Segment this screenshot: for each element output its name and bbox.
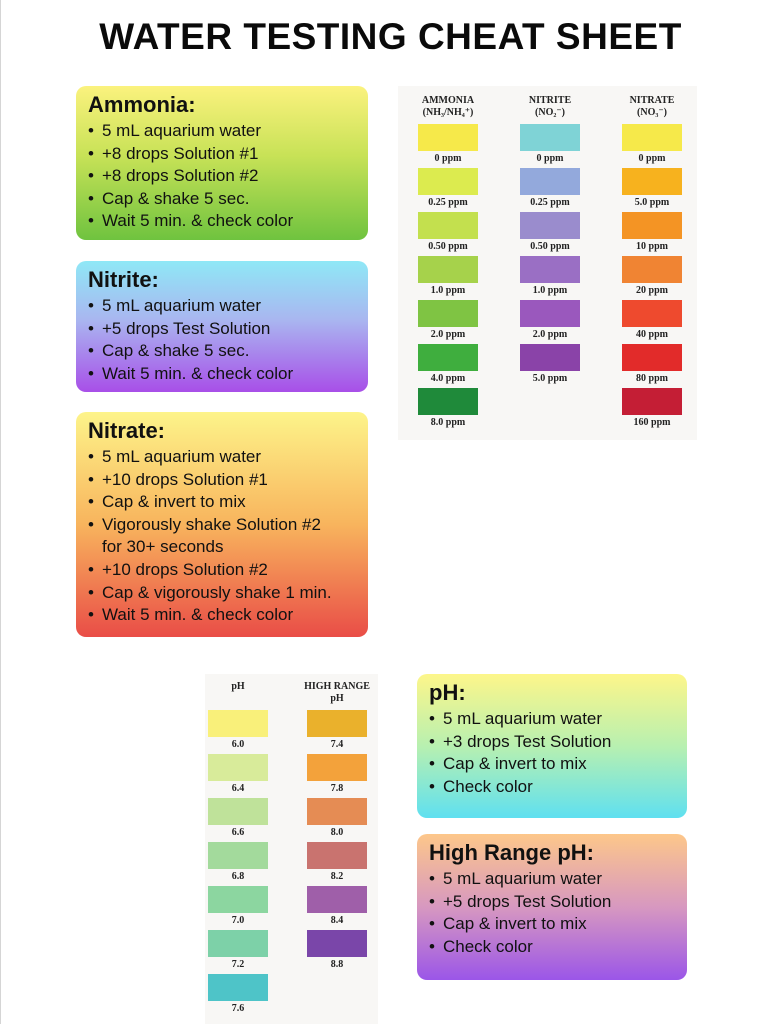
- step-item: • +3 drops Test Solution: [429, 731, 677, 754]
- high-range-ph-steps: [429, 868, 677, 958]
- nitrite-steps: [88, 295, 358, 385]
- nitrite-swatch-label: 0 ppm: [536, 153, 564, 164]
- ammonia-swatch-label: 0 ppm: [434, 153, 462, 164]
- ph-swatch-label: 7.2: [231, 959, 245, 970]
- nitrite-column-header: [510, 95, 590, 119]
- hrph-swatch-label: 8.4: [330, 915, 344, 926]
- step-item: • 5 mL aquarium water: [88, 120, 358, 143]
- ph-swatch: [208, 842, 268, 869]
- step-item: • 5 mL aquarium water: [88, 446, 358, 469]
- ph-swatch-label: 6.0: [231, 739, 245, 750]
- nitrate-swatch: [622, 212, 682, 239]
- nitrite-swatch: [520, 124, 580, 151]
- nitrite-swatch-label: 0.25 ppm: [530, 197, 570, 208]
- hrph-swatch-label: 8.8: [330, 959, 344, 970]
- nitrate-swatch: [622, 388, 682, 415]
- step-item: • Vigorously shake Solution #2: [88, 514, 358, 537]
- ph-instructions-card: [417, 674, 687, 818]
- step-item: • Wait 5 min. & check color: [88, 210, 358, 233]
- hrph-swatch: [307, 886, 367, 913]
- ammonia-swatch: [418, 344, 478, 371]
- nitrite-swatch: [520, 344, 580, 371]
- nitrate-header-line1: NITRATE: [629, 95, 675, 106]
- ph-swatch: [208, 754, 268, 781]
- ph-color-chart: [205, 674, 378, 1024]
- step-item: • +5 drops Test Solution: [88, 318, 358, 341]
- nitrite-swatch-label: 0.50 ppm: [530, 241, 570, 252]
- hrph-swatch: [307, 798, 367, 825]
- ammonia-swatch-label: 4.0 ppm: [430, 373, 466, 384]
- step-item: • Cap & vigorously shake 1 min.: [88, 582, 358, 605]
- ph-column-header: [198, 681, 278, 693]
- nitrite-swatch-label: 2.0 ppm: [532, 329, 568, 340]
- ph-swatch: [208, 886, 268, 913]
- hrph-header-line1: HIGH RANGE: [304, 681, 370, 692]
- step-item: • +8 drops Solution #2: [88, 165, 358, 188]
- nitrite-swatch: [520, 168, 580, 195]
- ph-swatch: [208, 930, 268, 957]
- nitrate-swatch-label: 0 ppm: [638, 153, 666, 164]
- ammonia-swatch-label: 1.0 ppm: [430, 285, 466, 296]
- ammonia-swatch-label: 0.25 ppm: [428, 197, 468, 208]
- hrph-swatch: [307, 710, 367, 737]
- nitrate-column-header: [612, 95, 692, 119]
- ph-swatch: [208, 798, 268, 825]
- high-range-ph-heading: High Range pH:: [429, 840, 594, 865]
- nitrate-header-line2: (NO₃⁻): [637, 107, 667, 118]
- step-item: • Check color: [429, 776, 677, 799]
- ammonia-steps: [88, 120, 358, 233]
- nitrate-swatch: [622, 300, 682, 327]
- nitrite-swatch: [520, 256, 580, 283]
- ph-swatch-label: 7.6: [231, 1003, 245, 1014]
- step-item: • 5 mL aquarium water: [429, 708, 677, 731]
- hrph-column-header: [297, 681, 377, 705]
- ammonia-heading: Ammonia:: [88, 92, 196, 117]
- step-item: • +5 drops Test Solution: [429, 891, 677, 914]
- nitrate-swatch-label: 40 ppm: [636, 329, 668, 340]
- nitrate-swatch-label: 10 ppm: [636, 241, 668, 252]
- hrph-header-line2: pH: [330, 693, 344, 704]
- nitrite-swatch-label: 5.0 ppm: [532, 373, 568, 384]
- ph-steps: [429, 708, 677, 798]
- nitrite-swatch: [520, 212, 580, 239]
- ammonia-swatch-label: 8.0 ppm: [430, 417, 466, 428]
- ammonia-swatch: [418, 300, 478, 327]
- nitrite-instructions-card: [76, 261, 368, 392]
- ph-swatch-label: 6.4: [231, 783, 245, 794]
- step-item: • Cap & shake 5 sec.: [88, 188, 358, 211]
- hrph-swatch: [307, 754, 367, 781]
- ammonia-header-line2: (NH₃/NH₄⁺): [422, 107, 474, 118]
- step-item: • +10 drops Solution #1: [88, 469, 358, 492]
- nitrate-swatch: [622, 256, 682, 283]
- step-item-continuation: for 30+ seconds: [102, 537, 224, 557]
- step-item: • 5 mL aquarium water: [88, 295, 358, 318]
- ammonia-swatch: [418, 212, 478, 239]
- step-item: • Cap & invert to mix: [429, 753, 677, 776]
- nitrate-swatch: [622, 124, 682, 151]
- step-item: • Wait 5 min. & check color: [88, 604, 358, 627]
- nitrate-swatch-label: 160 ppm: [633, 417, 671, 428]
- nitrate-instructions-card: [76, 412, 368, 637]
- ph-swatch: [208, 710, 268, 737]
- ammonia-swatch-label: 2.0 ppm: [430, 329, 466, 340]
- step-item: • Cap & invert to mix: [429, 913, 677, 936]
- nitrite-swatch-label: 1.0 ppm: [532, 285, 568, 296]
- step-item: • +10 drops Solution #2: [88, 559, 358, 582]
- ammonia-header-line1: AMMONIA: [421, 95, 475, 106]
- ammonia-swatch: [418, 388, 478, 415]
- step-item: • Cap & shake 5 sec.: [88, 340, 358, 363]
- hrph-swatch-label: 8.0: [330, 827, 344, 838]
- hrph-swatch-label: 8.2: [330, 871, 344, 882]
- ph-swatch-label: 7.0: [231, 915, 245, 926]
- ammonia-swatch: [418, 168, 478, 195]
- nitrate-heading: Nitrate:: [88, 418, 166, 443]
- step-item: • +8 drops Solution #1: [88, 143, 358, 166]
- hrph-swatch-label: 7.4: [330, 739, 344, 750]
- step-item: • Check color: [429, 936, 677, 959]
- nitrate-swatch: [622, 344, 682, 371]
- hrph-swatch: [307, 930, 367, 957]
- step-item: • Cap & invert to mix: [88, 491, 358, 514]
- page-title: WATER TESTING CHEAT SHEET: [99, 16, 682, 57]
- ammonia-swatch: [418, 256, 478, 283]
- nitrite-swatch: [520, 300, 580, 327]
- ph-heading: pH:: [429, 680, 466, 705]
- nitrate-swatch-label: 80 ppm: [636, 373, 668, 384]
- ammonia-nitrite-nitrate-color-chart: [398, 86, 697, 440]
- nitrate-swatch-label: 5.0 ppm: [634, 197, 670, 208]
- high-range-ph-instructions-card: [417, 834, 687, 980]
- ph-swatch: [208, 974, 268, 1001]
- nitrite-header-line2: (NO₂⁻): [535, 107, 565, 118]
- step-item: • Wait 5 min. & check color: [88, 363, 358, 386]
- ph-swatch-label: 6.6: [231, 827, 245, 838]
- hrph-swatch-label: 7.8: [330, 783, 344, 794]
- nitrite-header-line1: NITRITE: [528, 95, 572, 106]
- ph-header-line1: pH: [231, 681, 245, 692]
- ph-swatch-label: 6.8: [231, 871, 245, 882]
- ammonia-instructions-card: [76, 86, 368, 240]
- step-item: • 5 mL aquarium water: [429, 868, 677, 891]
- nitrate-steps: [88, 446, 358, 627]
- hrph-swatch: [307, 842, 367, 869]
- nitrate-swatch-label: 20 ppm: [636, 285, 668, 296]
- ammonia-swatch-label: 0.50 ppm: [428, 241, 468, 252]
- ammonia-column-header: [408, 95, 488, 119]
- nitrite-heading: Nitrite:: [88, 267, 159, 292]
- ammonia-swatch: [418, 124, 478, 151]
- page-left-border: [0, 0, 1, 1024]
- nitrate-swatch: [622, 168, 682, 195]
